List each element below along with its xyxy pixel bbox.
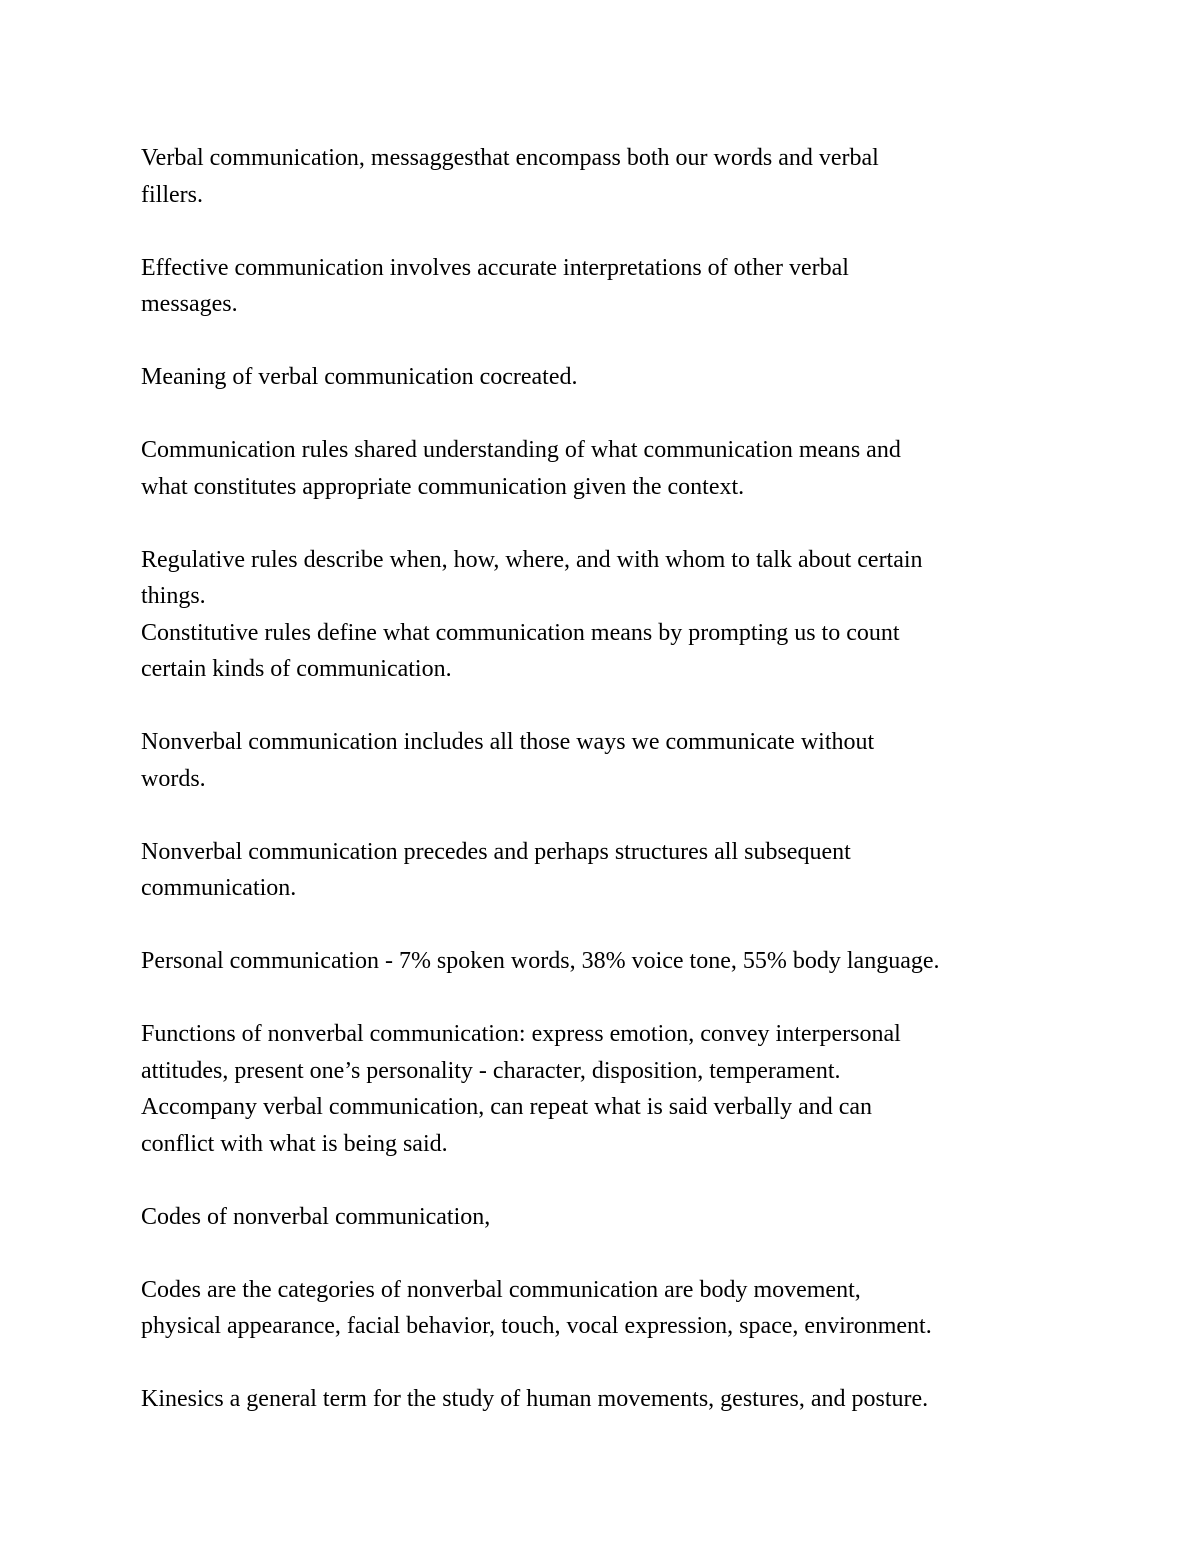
text-line: words.: [141, 765, 206, 792]
paragraph-functions-nonverbal: [141, 1016, 1071, 1162]
text-line: communication.: [141, 875, 297, 901]
text-line: physical appearance, facial behavior, touch, vocal expression, space, environment.: [141, 1313, 932, 1339]
paragraph-constitutive-rules: [141, 615, 1071, 688]
text-line: Communication rules shared understanding of what communication means and: [141, 437, 901, 463]
text-line: conflict with what is being said.: [141, 1130, 448, 1157]
text-line: Effective communication involves accurate interpretations of other verbal: [141, 254, 849, 281]
text-line: fillers.: [141, 181, 203, 208]
text-line: Codes are the categories of nonverbal communication are body movement,: [141, 1276, 861, 1303]
text-line: Kinesics a general term for the study of human movements, gestures, and posture.: [141, 1386, 929, 1412]
paragraph-kinesics: [141, 1381, 1071, 1418]
paragraph-verbal-communication: [141, 140, 1071, 213]
text-line: Regulative rules describe when, how, where, and with whom to talk about certain: [141, 546, 923, 573]
text-line: messages.: [141, 291, 238, 317]
text-line: things.: [141, 583, 206, 609]
text-line: Personal communication - 7% spoken words, 38% voice tone, 55% body language.: [141, 948, 940, 974]
paragraph-meaning-cocreated: [141, 359, 1071, 396]
paragraph-personal-communication: [141, 943, 1071, 980]
paragraph-codes-categories: [141, 1272, 1071, 1345]
paragraph-nonverbal-definition: [141, 724, 1071, 797]
text-line: Verbal communication, messaggesthat encompass both our words and verbal: [141, 145, 879, 171]
paragraph-nonverbal-precedes: [141, 834, 1071, 907]
text-line: what constitutes appropriate communication given the context.: [141, 473, 745, 500]
paragraph-regulative-rules: [141, 542, 1071, 615]
text-line: Functions of nonverbal communication: express emotion, convey interpersonal: [141, 1021, 901, 1047]
text-line: Meaning of verbal communication cocreated.: [141, 364, 578, 390]
paragraph-codes-heading: [141, 1199, 1071, 1236]
paragraph-effective-communication: [141, 250, 1071, 323]
text-line: Constitutive rules define what communication means by prompting us to count: [141, 619, 900, 646]
text-line: Nonverbal communication precedes and perhaps structures all subsequent: [141, 838, 851, 865]
text-line: attitudes, present one’s personality - character, disposition, temperament.: [141, 1057, 841, 1084]
paragraph-communication-rules: [141, 432, 1071, 505]
document-body: [141, 140, 1071, 1454]
text-line: certain kinds of communication.: [141, 656, 452, 682]
text-line: Codes of nonverbal communication,: [141, 1203, 491, 1230]
text-line: Accompany verbal communication, can repeat what is said verbally and can: [141, 1094, 873, 1120]
text-line: Nonverbal communication includes all those ways we communicate without: [141, 729, 875, 755]
